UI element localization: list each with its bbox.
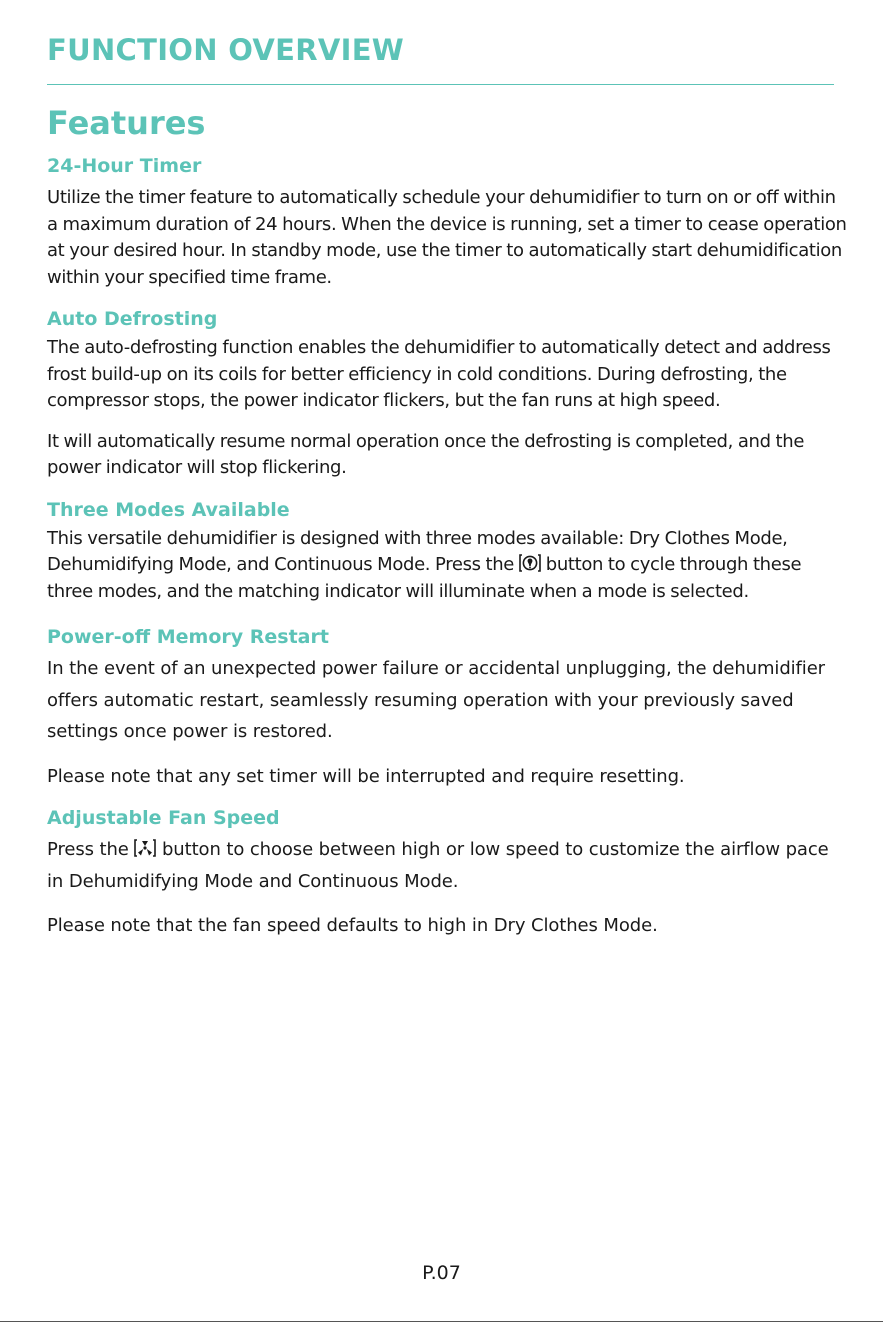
- bottom-divider: [0, 1321, 883, 1322]
- fan-speed-button-icon: [134, 838, 156, 858]
- section-title: Features: [47, 104, 206, 142]
- feature-text-fan: [47, 834, 847, 897]
- page-title: FUNCTION OVERVIEW: [47, 33, 405, 67]
- feature-title-defrost: Auto Defrosting: [47, 308, 218, 330]
- feature-text-memory-2: Please note that any set timer will be interrupted and require resetting.: [47, 765, 685, 787]
- feature-text-fan-part-2: button to choose between high or low speed to customize the airflow pace in Dehumidifying Mode and Continuous Mode.: [47, 839, 829, 892]
- feature-fan: [47, 802, 847, 942]
- feature-title-memory: Power-off Memory Restart: [47, 626, 329, 648]
- feature-title-fan: Adjustable Fan Speed: [47, 807, 280, 829]
- title-divider: [47, 84, 834, 85]
- feature-text-defrost-1: The auto-defrosting function enables the dehumidifier to automatically detect and address frost build-up on its coils for better efficiency in cold conditions. During defrosting, the compressor stops, the power indicator flickers, but the fan runs at high speed.: [47, 337, 831, 411]
- feature-text-timer: Utilize the timer feature to automatically schedule your dehumidifier to turn on or off within a maximum duration of 24 hours. When the device is running, set a timer to cease operation at your desired hour. In standby mode, use the timer to automatically start dehumidification within your specified time frame.: [47, 187, 847, 288]
- feature-defrost: [47, 303, 847, 482]
- feature-text-modes: [47, 526, 847, 606]
- feature-text-fan-2: Please note that the fan speed defaults to high in Dry Clothes Mode.: [47, 915, 658, 936]
- feature-modes: [47, 494, 847, 606]
- feature-text-fan-part-1: Press the: [47, 839, 135, 860]
- feature-text-defrost-2: It will automatically resume normal operation once the defrosting is completed, and the power indicator will stop flickering.: [47, 430, 805, 478]
- page-number: P.07: [422, 1262, 461, 1284]
- feature-memory: [47, 621, 847, 792]
- feature-title-timer: 24-Hour Timer: [47, 155, 202, 177]
- feature-text-modes-part-1: This versatile dehumidifier is designed with three modes available: Dry Clothes Mode, Dehumidifying Mode, and Continuous Mode. Press the: [47, 527, 788, 575]
- features-content: [47, 150, 847, 942]
- feature-timer: [47, 150, 847, 291]
- feature-text-memory-1: In the event of an unexpected power failure or accidental unplugging, the dehumidifier offers automatic restart, seamlessly resuming operation with your previously saved settings once power is restored.: [47, 658, 825, 742]
- feature-text-modes-part-2: button to cycle through these three modes, and the matching indicator will illuminate when a mode is selected.: [47, 554, 802, 602]
- feature-title-modes: Three Modes Available: [47, 498, 290, 521]
- mode-button-icon: [519, 553, 541, 573]
